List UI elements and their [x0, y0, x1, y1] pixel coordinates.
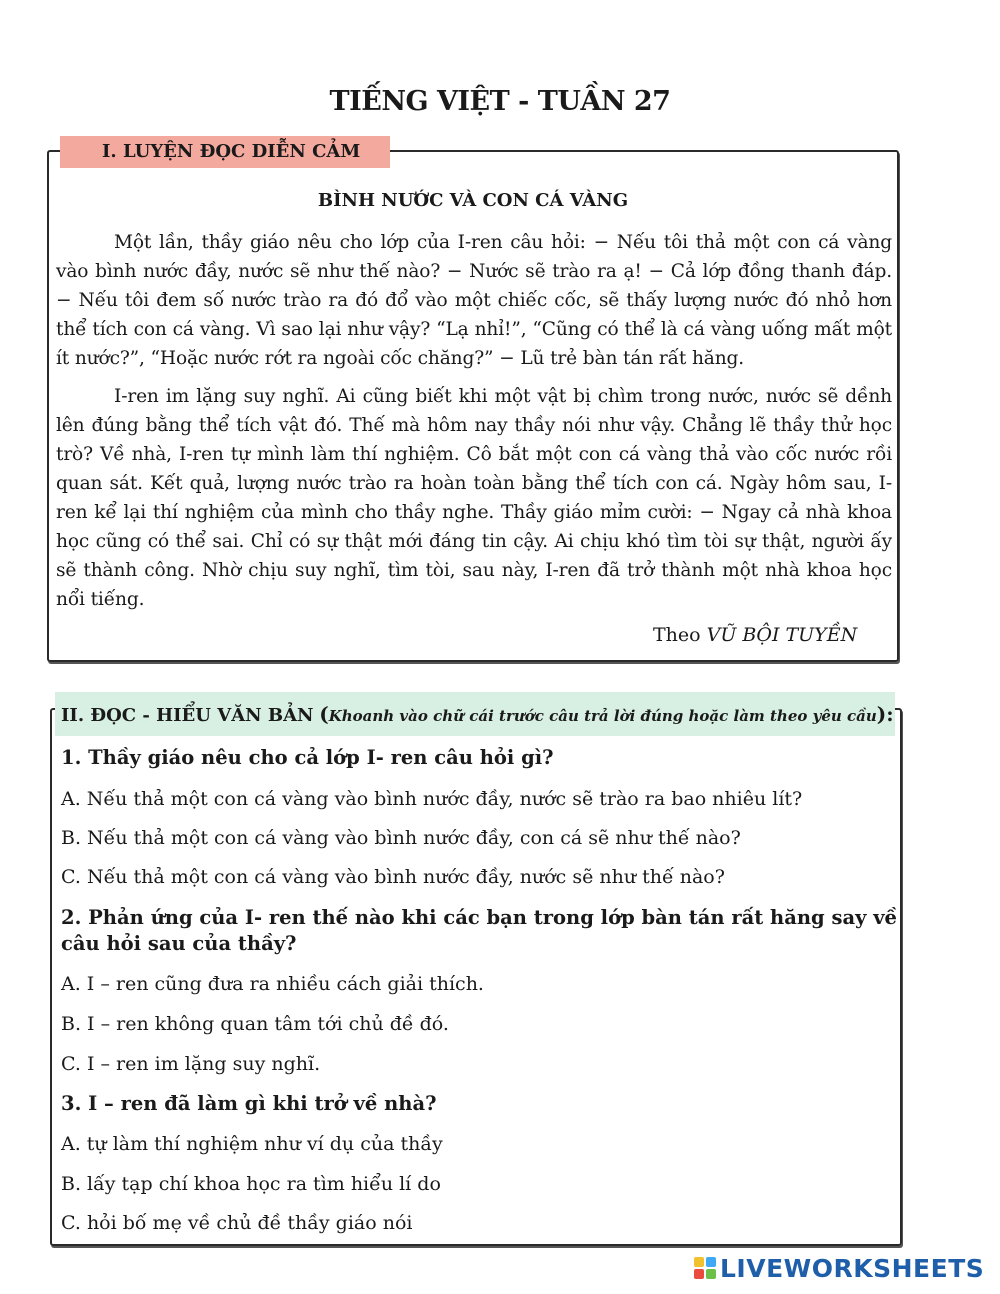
question-1-option-c[interactable]: C. Nếu thả một con cá vàng vào bình nước đầy, nước sẽ như thế nào?: [61, 866, 725, 888]
logo-mark-icon: [694, 1257, 716, 1279]
story-source: [653, 624, 857, 646]
question-1-option-a[interactable]: A. Nếu thả một con cá vàng vào bình nước đầy, nước sẽ trào ra bao nhiêu lít?: [61, 788, 803, 810]
question-2-option-c[interactable]: C. I – ren im lặng suy nghĩ.: [61, 1053, 321, 1075]
question-3-option-a[interactable]: A. tự làm thí nghiệm như ví dụ của thầy: [61, 1133, 443, 1155]
logo-square-1: [694, 1257, 704, 1267]
liveworksheets-logo: [694, 1254, 984, 1282]
story-title: BÌNH NƯỚC VÀ CON CÁ VÀNG: [317, 190, 629, 211]
section2-instruction: Khoanh vào chữ cái trước câu trả lời đúng hoặc làm theo yêu cầu: [328, 707, 877, 725]
question-1: 1. Thầy giáo nêu cho cả lớp I- ren câu hỏi gì?: [61, 746, 554, 769]
logo-square-4: [706, 1269, 716, 1279]
question-2-option-a[interactable]: A. I – ren cũng đưa ra nhiều cách giải thích.: [61, 973, 484, 995]
story-paragraph-1: Một lần, thầy giáo nêu cho lớp của I-ren câu hỏi: − Nếu tôi thả một con cá vàng vào bình nước đầy, nước sẽ như thế nào? − Nước sẽ trào ra ạ! − Cả lớp đồng thanh đáp. − Nếu tôi đem số nước trào ra đó đổ vào một chiếc cốc, sẽ thấy lượng nước đó nhỏ hơn thể tích con cá vàng. Vì sao lại như vậy? “Lạ nhỉ!”, “Cũng có thể là cá vàng uống mất một ít nước?”, “Hoặc nước rớt ra ngoài cốc chăng?” − Lũ trẻ bàn tán rất hăng.: [56, 232, 892, 369]
logo-square-2: [706, 1257, 716, 1267]
section2-title: II. ĐỌC - HIỂU VĂN BẢN: [61, 705, 314, 726]
section1-heading: I. LUYỆN ĐỌC DIỄN CẢM: [60, 136, 390, 168]
question-1-option-b[interactable]: B. Nếu thả một con cá vàng vào bình nước đầy, con cá sẽ như thế nào?: [61, 827, 741, 849]
page-title: TIẾNG VIỆT - TUẦN 27: [329, 86, 671, 117]
instruction-open-paren: (: [319, 702, 329, 726]
source-prefix: Theo: [653, 624, 701, 646]
question-3-option-b[interactable]: B. lấy tạp chí khoa học ra tìm hiểu lí do: [61, 1173, 441, 1195]
logo-text: LIVEWORKSHEETS: [720, 1253, 985, 1283]
question-2: 2. Phản ứng của I- ren thế nào khi các bạn trong lớp bàn tán rất hăng say về câu hỏi sau của thầy?: [61, 906, 897, 955]
question-3: 3. I – ren đã làm gì khi trở về nhà?: [61, 1092, 437, 1115]
source-author: VŨ BỘI TUYỀN: [706, 624, 858, 646]
question-2-option-b[interactable]: B. I – ren không quan tâm tới chủ đề đó.: [61, 1013, 449, 1035]
question-3-option-c[interactable]: C. hỏi bố mẹ về chủ đề thầy giáo nói: [61, 1212, 413, 1234]
story-paragraph-2: I-ren im lặng suy nghĩ. Ai cũng biết khi một vật bị chìm trong nước, nước sẽ dềnh lên đúng bằng thể tích vật đó. Thế mà hôm nay thầy nói như vậy. Chẳng lẽ thầy thử học trò? Về nhà, I-ren tự mình làm thí nghiệm. Cô bắt một con cá vàng thả vào cốc nước rồi quan sát. Kết quả, lượng nước trào ra hoàn toàn bằng thể tích con cá. Ngày hôm sau, I-ren kể lại thí nghiệm của mình cho thầy nghe. Thầy giáo mỉm cười: − Ngay cả nhà khoa học cũng có thể sai. Chỉ có sự thật mới đáng tin cậy. Ai chịu khó tìm tòi sự thật, người ấy sẽ thành công. Nhờ chịu suy nghĩ, tìm tòi, sau này, I-ren đã trở thành một nhà khoa học nổi tiếng.: [56, 386, 892, 610]
logo-square-3: [694, 1269, 704, 1279]
instruction-close-paren: ):: [876, 702, 894, 726]
section2-heading: [55, 692, 895, 736]
